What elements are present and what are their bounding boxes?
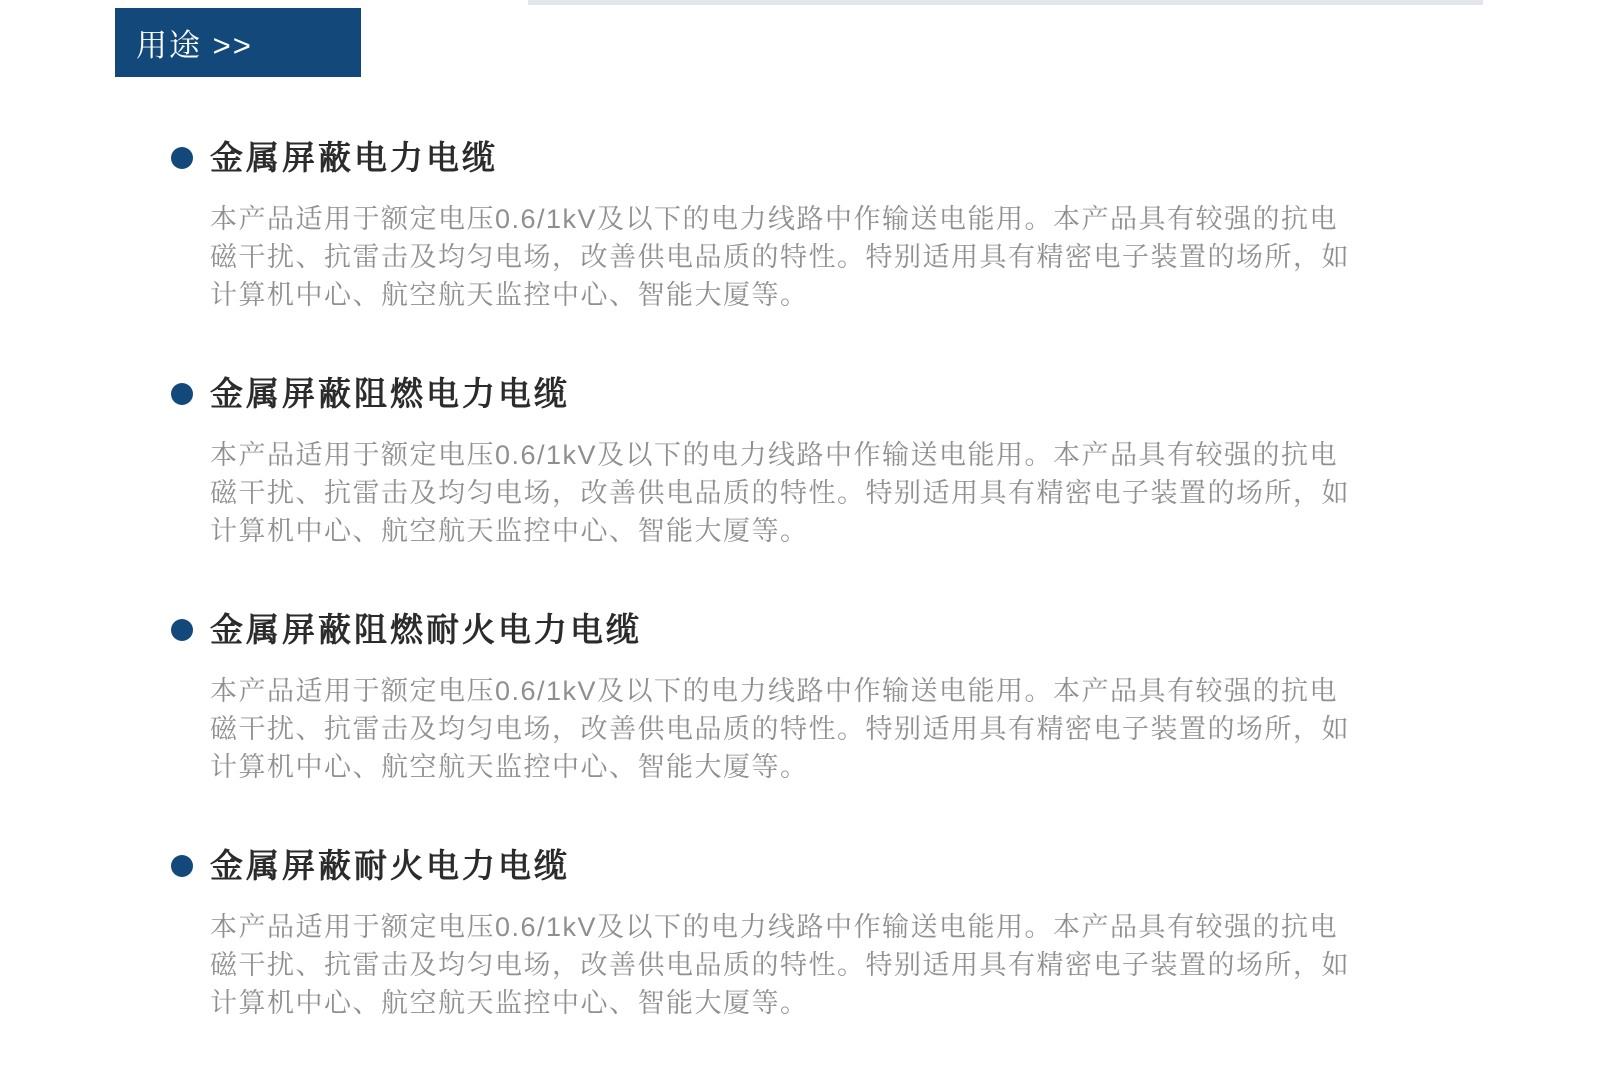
section-tag-label: 用途 >> — [136, 28, 253, 63]
product-section — [171, 136, 1405, 314]
section-heading-row — [171, 372, 1405, 416]
top-divider-bar — [528, 0, 1483, 5]
section-body — [210, 672, 1405, 786]
usage-section-list — [171, 136, 1405, 1071]
body-line: 磁干扰、抗雷击及均匀电场，改善供电品质的特性。特别适用具有精密电子装置的场所，如 — [210, 714, 1350, 744]
body-line: 计算机中心、航空航天监控中心、智能大厦等。 — [210, 516, 809, 546]
section-title: 金属屏蔽电力电缆 — [210, 139, 498, 176]
body-line: 磁干扰、抗雷击及均匀电场，改善供电品质的特性。特别适用具有精密电子装置的场所，如 — [210, 242, 1350, 272]
body-line: 磁干扰、抗雷击及均匀电场，改善供电品质的特性。特别适用具有精密电子装置的场所，如 — [210, 478, 1350, 508]
bullet-icon — [171, 619, 193, 641]
section-body — [210, 436, 1405, 550]
section-body — [210, 200, 1405, 314]
section-title: 金属屏蔽阻燃耐火电力电缆 — [210, 611, 642, 648]
body-line: 磁干扰、抗雷击及均匀电场，改善供电品质的特性。特别适用具有精密电子装置的场所，如 — [210, 950, 1350, 980]
section-body — [210, 908, 1405, 1022]
bullet-icon — [171, 855, 193, 877]
product-section — [171, 372, 1405, 550]
section-heading-row — [171, 844, 1405, 888]
bullet-icon — [171, 383, 193, 405]
section-title: 金属屏蔽阻燃电力电缆 — [210, 375, 570, 412]
body-line: 本产品适用于额定电压0.6/1kV及以下的电力线路中作输送电能用。本产品具有较强的抗电 — [210, 676, 1339, 706]
body-line: 本产品适用于额定电压0.6/1kV及以下的电力线路中作输送电能用。本产品具有较强的抗电 — [210, 912, 1339, 942]
body-line: 计算机中心、航空航天监控中心、智能大厦等。 — [210, 752, 809, 782]
bullet-icon — [171, 147, 193, 169]
section-heading-row — [171, 608, 1405, 652]
body-line: 本产品适用于额定电压0.6/1kV及以下的电力线路中作输送电能用。本产品具有较强的抗电 — [210, 204, 1339, 234]
section-tag-usage — [115, 8, 361, 77]
section-heading-row — [171, 136, 1405, 180]
body-line: 计算机中心、航空航天监控中心、智能大厦等。 — [210, 280, 809, 310]
body-line: 本产品适用于额定电压0.6/1kV及以下的电力线路中作输送电能用。本产品具有较强的抗电 — [210, 440, 1339, 470]
body-line: 计算机中心、航空航天监控中心、智能大厦等。 — [210, 988, 809, 1018]
product-section — [171, 844, 1405, 1022]
product-section — [171, 608, 1405, 786]
section-title: 金属屏蔽耐火电力电缆 — [210, 847, 570, 884]
